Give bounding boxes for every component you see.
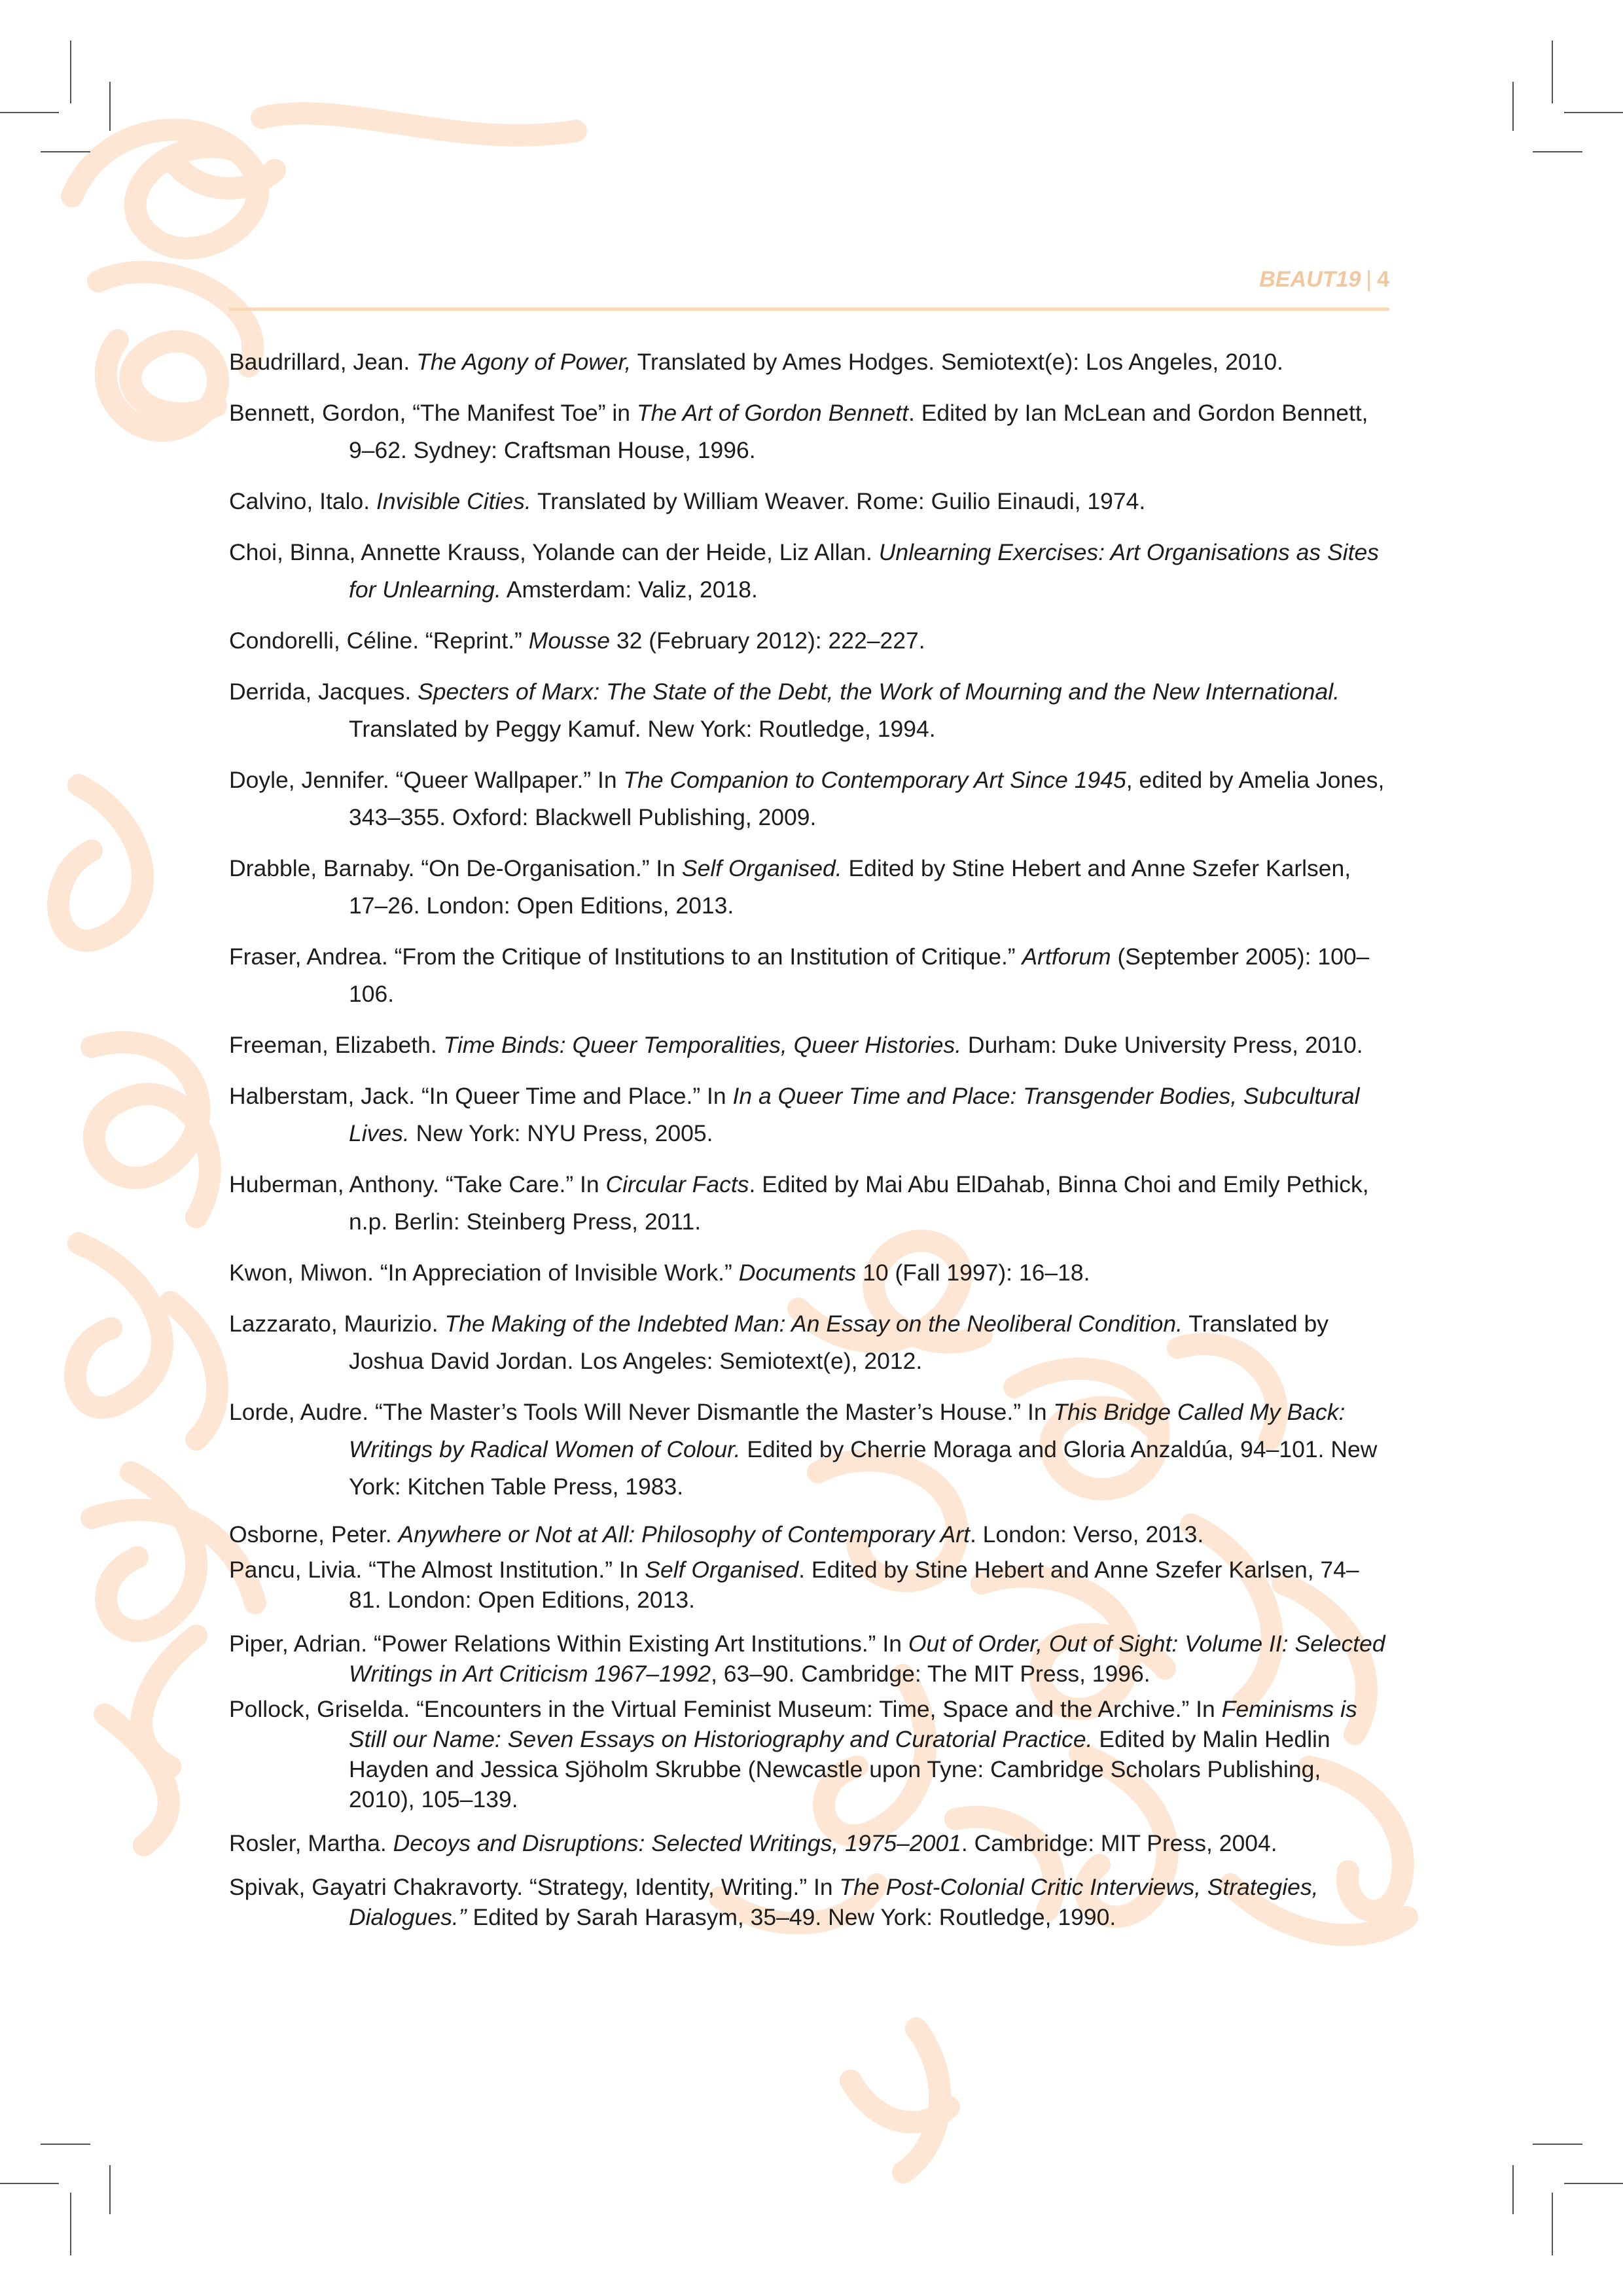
entry-title-italic: Circular Facts bbox=[605, 1171, 749, 1197]
entry-text: Durham: Duke University Press, 2010. bbox=[961, 1032, 1363, 1058]
entry-text: Condorelli, Céline. “Reprint.” bbox=[229, 627, 529, 654]
header-separator: | bbox=[1366, 267, 1372, 292]
entry-text: Edited by Stine Hebert and Anne Szefer Karlsen, 17–26. London: Open Editions, 2013. bbox=[349, 855, 1351, 919]
entry-title-italic: Specters of Marx: The State of the Debt, the Work of Mourning and the New International. bbox=[418, 679, 1340, 705]
entry-title-italic: The Post-Colonial Critic Interviews, Strategies, Dialogues.” bbox=[349, 1874, 1319, 1930]
entry-text: Fraser, Andrea. “From the Critique of Institutions to an Institution of Critique.” bbox=[229, 944, 1022, 970]
bibliography-entry bbox=[229, 1305, 1389, 1380]
entry-text: , edited by Amelia Jones, 343–355. Oxford: Blackwell Publishing, 2009. bbox=[349, 767, 1385, 830]
bibliography-entry bbox=[229, 938, 1389, 1013]
entry-text: Edited by Cherrie Moraga and Gloria Anzaldúa, 94–101. New York: Kitchen Table Press, 1983. bbox=[349, 1436, 1378, 1500]
bibliography-entry bbox=[229, 1254, 1389, 1292]
entry-text: . Edited by Mai Abu ElDahab, Binna Choi and Emily Pethick, n.p. Berlin: Steinberg Press, 2011. bbox=[349, 1171, 1369, 1235]
entry-title-italic: Mousse bbox=[528, 627, 611, 654]
entry-title-italic: Documents bbox=[738, 1260, 857, 1286]
entry-title-italic: In a Queer Time and Place: Transgender Bodies, Subcultural Lives. bbox=[349, 1083, 1360, 1146]
entry-text: New York: NYU Press, 2005. bbox=[409, 1120, 713, 1146]
entry-text: Edited by Malin Hedlin Hayden and Jessica Sjöholm Skrubbe (Newcastle upon Tyne: Cambridge Scholars Publishing, 2010), 105–139. bbox=[349, 1726, 1330, 1812]
entry-text: 10 (Fall 1997): 16–18. bbox=[856, 1260, 1090, 1286]
entry-text: . Edited by Ian McLean and Gordon Bennett, 9–62. Sydney: Craftsman House, 1996. bbox=[349, 400, 1368, 463]
header-rule bbox=[229, 308, 1389, 311]
entry-title-italic: The Art of Gordon Bennett bbox=[636, 400, 908, 426]
bibliography-entry bbox=[229, 1694, 1389, 1814]
entry-text: Freeman, Elizabeth. bbox=[229, 1032, 444, 1058]
bibliography-entry bbox=[229, 1555, 1389, 1615]
entry-title-italic: This Bridge Called My Back: Writings by Radical Women of Colour. bbox=[349, 1399, 1346, 1462]
journal-name: BEAUT19 bbox=[1259, 267, 1361, 292]
entry-text: Pollock, Griselda. “Encounters in the Virtual Feminist Museum: Time, Space and the Archive.” In bbox=[229, 1696, 1222, 1722]
bibliography-entry bbox=[229, 534, 1389, 609]
entry-text: Translated by Ames Hodges. Semiotext(e): Los Angeles, 2010. bbox=[631, 349, 1283, 375]
entry-title-italic: Feminisms is Still our Name: Seven Essays on Historiography and Curatorial Practice. bbox=[349, 1696, 1357, 1752]
bibliography-entry bbox=[229, 622, 1389, 660]
entry-text: Rosler, Martha. bbox=[229, 1830, 393, 1856]
entry-title-italic: Artforum bbox=[1022, 944, 1111, 970]
entry-text: Edited by Sarah Harasym, 35–49. New York: Routledge, 1990. bbox=[466, 1904, 1116, 1930]
bibliography-entry bbox=[229, 1519, 1389, 1549]
bibliography-entry bbox=[229, 1394, 1389, 1506]
entry-text: Halberstam, Jack. “In Queer Time and Place.” In bbox=[229, 1083, 733, 1109]
entry-text: , 63–90. Cambridge: The MIT Press, 1996. bbox=[711, 1661, 1150, 1687]
entry-title-italic: Anywhere or Not at All: Philosophy of Contemporary Art bbox=[398, 1521, 970, 1547]
entry-text: Lazzarato, Maurizio. bbox=[229, 1311, 445, 1337]
entry-text: Translated by William Weaver. Rome: Guilio Einaudi, 1974. bbox=[531, 488, 1146, 514]
entry-title-italic: Self Organised bbox=[645, 1557, 799, 1583]
entry-title-italic: Decoys and Disruptions: Selected Writings, 1975–2001 bbox=[393, 1830, 961, 1856]
entry-text: Translated by Peggy Kamuf. New York: Routledge, 1994. bbox=[349, 716, 936, 742]
entry-title-italic: Self Organised. bbox=[681, 855, 842, 881]
bibliography-entry bbox=[229, 1629, 1389, 1689]
bibliography-list bbox=[229, 344, 1389, 1946]
entry-text: Spivak, Gayatri Chakravorty. “Strategy, Identity, Writing.” In bbox=[229, 1874, 840, 1900]
bibliography-entry bbox=[229, 344, 1389, 381]
entry-text: Amsterdam: Valiz, 2018. bbox=[501, 576, 758, 603]
bibliography-entry bbox=[229, 850, 1389, 925]
entry-title-italic: Invisible Cities. bbox=[376, 488, 531, 514]
bibliography-entry bbox=[229, 483, 1389, 520]
entry-text: Piper, Adrian. “Power Relations Within Existing Art Institutions.” In bbox=[229, 1631, 908, 1657]
entry-title-italic: The Companion to Contemporary Art Since 1945 bbox=[623, 767, 1126, 793]
entry-text: . Cambridge: MIT Press, 2004. bbox=[961, 1830, 1277, 1856]
entry-title-italic: Time Binds: Queer Temporalities, Queer Histories. bbox=[443, 1032, 962, 1058]
entry-text: Drabble, Barnaby. “On De-Organisation.” In bbox=[229, 855, 682, 881]
entry-text: Bennett, Gordon, “The Manifest Toe” in bbox=[229, 400, 637, 426]
entry-text: Translated by Joshua David Jordan. Los Angeles: Semiotext(e), 2012. bbox=[349, 1311, 1329, 1374]
entry-text: . London: Verso, 2013. bbox=[969, 1521, 1204, 1547]
entry-text: Pancu, Livia. “The Almost Institution.” In bbox=[229, 1557, 645, 1583]
bibliography-entry bbox=[229, 1027, 1389, 1064]
entry-text: Choi, Binna, Annette Krauss, Yolande can der Heide, Liz Allan. bbox=[229, 539, 879, 565]
entry-text: Lorde, Audre. “The Master’s Tools Will Never Dismantle the Master’s House.” In bbox=[229, 1399, 1054, 1425]
entry-text: Huberman, Anthony. “Take Care.” In bbox=[229, 1171, 606, 1197]
entry-title-italic: Unlearning Exercises: Art Organisations as Sites for Unlearning. bbox=[349, 539, 1379, 603]
entry-text: Doyle, Jennifer. “Queer Wallpaper.” In bbox=[229, 767, 624, 793]
entry-text: Kwon, Miwon. “In Appreciation of Invisible Work.” bbox=[229, 1260, 739, 1286]
bibliography-entry bbox=[229, 1078, 1389, 1152]
entry-text: . Edited by Stine Hebert and Anne Szefer Karlsen, 74–81. London: Open Editions, 2013. bbox=[349, 1557, 1359, 1613]
entry-text: Calvino, Italo. bbox=[229, 488, 376, 514]
bibliography-entry bbox=[229, 395, 1389, 469]
entry-text: Derrida, Jacques. bbox=[229, 679, 418, 705]
bibliography-entry bbox=[229, 1872, 1389, 1932]
bibliography-entry bbox=[229, 1828, 1389, 1858]
running-header bbox=[229, 267, 1389, 292]
entry-title-italic: The Making of the Indebted Man: An Essay on the Neoliberal Condition. bbox=[444, 1311, 1183, 1337]
entry-text: Baudrillard, Jean. bbox=[229, 349, 417, 375]
entry-text: Osborne, Peter. bbox=[229, 1521, 399, 1547]
bibliography-entry bbox=[229, 673, 1389, 748]
entry-title-italic: Out of Order, Out of Sight: Volume II: Selected Writings in Art Criticism 1967–1992 bbox=[349, 1631, 1385, 1687]
bibliography-entry bbox=[229, 762, 1389, 836]
bibliography-entry bbox=[229, 1166, 1389, 1241]
entry-title-italic: The Agony of Power, bbox=[416, 349, 632, 375]
page-number: 4 bbox=[1377, 267, 1389, 292]
entry-text: 32 (February 2012): 222–227. bbox=[610, 627, 925, 654]
entry-text: (September 2005): 100–106. bbox=[349, 944, 1370, 1007]
